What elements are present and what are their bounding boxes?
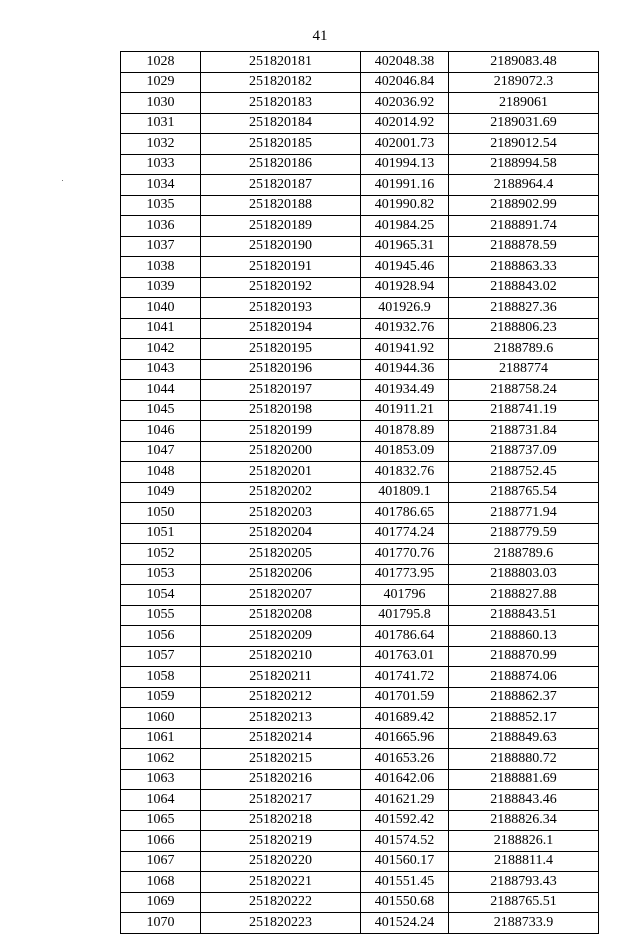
table-row: [121, 400, 599, 421]
table-row: [121, 421, 599, 442]
row-index-cell: 1030: [121, 93, 201, 114]
y-coordinate-cell: 2188741.19: [449, 400, 599, 421]
point-id-cell: 251820200: [201, 441, 361, 462]
row-index-cell: 1044: [121, 380, 201, 401]
x-coordinate-cell: 402014.92: [361, 113, 449, 134]
coordinates-table: [120, 51, 599, 934]
row-index-cell: 1046: [121, 421, 201, 442]
point-id-cell: 251820181: [201, 52, 361, 73]
row-index-cell: 1029: [121, 72, 201, 93]
y-coordinate-cell: 2188789.6: [449, 544, 599, 565]
point-id-cell: 251820211: [201, 667, 361, 688]
y-coordinate-cell: 2188827.36: [449, 298, 599, 319]
x-coordinate-cell: 401621.29: [361, 790, 449, 811]
point-id-cell: 251820221: [201, 872, 361, 893]
table-row: [121, 216, 599, 237]
scan-speck: [62, 180, 63, 181]
row-index-cell: 1047: [121, 441, 201, 462]
table-row: [121, 646, 599, 667]
point-id-cell: 251820191: [201, 257, 361, 278]
y-coordinate-cell: 2188964.4: [449, 175, 599, 196]
table-row: [121, 728, 599, 749]
point-id-cell: 251820217: [201, 790, 361, 811]
point-id-cell: 251820206: [201, 564, 361, 585]
point-id-cell: 251820183: [201, 93, 361, 114]
y-coordinate-cell: 2188843.46: [449, 790, 599, 811]
table-row: [121, 93, 599, 114]
point-id-cell: 251820193: [201, 298, 361, 319]
point-id-cell: 251820218: [201, 810, 361, 831]
row-index-cell: 1043: [121, 359, 201, 380]
x-coordinate-cell: 401934.49: [361, 380, 449, 401]
row-index-cell: 1063: [121, 769, 201, 790]
x-coordinate-cell: 402046.84: [361, 72, 449, 93]
point-id-cell: 251820199: [201, 421, 361, 442]
x-coordinate-cell: 401524.24: [361, 913, 449, 934]
x-coordinate-cell: 402036.92: [361, 93, 449, 114]
x-coordinate-cell: 401926.9: [361, 298, 449, 319]
y-coordinate-cell: 2188878.59: [449, 236, 599, 257]
y-coordinate-cell: 2188874.06: [449, 667, 599, 688]
y-coordinate-cell: 2188843.02: [449, 277, 599, 298]
y-coordinate-cell: 2188902.99: [449, 195, 599, 216]
row-index-cell: 1060: [121, 708, 201, 729]
y-coordinate-cell: 2188880.72: [449, 749, 599, 770]
x-coordinate-cell: 401741.72: [361, 667, 449, 688]
x-coordinate-cell: 401965.31: [361, 236, 449, 257]
table-row: [121, 318, 599, 339]
y-coordinate-cell: 2189031.69: [449, 113, 599, 134]
table-row: [121, 134, 599, 155]
point-id-cell: 251820196: [201, 359, 361, 380]
x-coordinate-cell: 401832.76: [361, 462, 449, 483]
point-id-cell: 251820213: [201, 708, 361, 729]
row-index-cell: 1028: [121, 52, 201, 73]
table-row: [121, 851, 599, 872]
y-coordinate-cell: 2189072.3: [449, 72, 599, 93]
y-coordinate-cell: 2188789.6: [449, 339, 599, 360]
table-row: [121, 175, 599, 196]
y-coordinate-cell: 2188849.63: [449, 728, 599, 749]
row-index-cell: 1057: [121, 646, 201, 667]
table-row: [121, 523, 599, 544]
x-coordinate-cell: 401574.52: [361, 831, 449, 852]
x-coordinate-cell: 401984.25: [361, 216, 449, 237]
row-index-cell: 1056: [121, 626, 201, 647]
row-index-cell: 1034: [121, 175, 201, 196]
x-coordinate-cell: 401990.82: [361, 195, 449, 216]
point-id-cell: 251820189: [201, 216, 361, 237]
row-index-cell: 1045: [121, 400, 201, 421]
point-id-cell: 251820201: [201, 462, 361, 483]
point-id-cell: 251820220: [201, 851, 361, 872]
row-index-cell: 1052: [121, 544, 201, 565]
x-coordinate-cell: 401809.1: [361, 482, 449, 503]
row-index-cell: 1048: [121, 462, 201, 483]
row-index-cell: 1069: [121, 892, 201, 913]
point-id-cell: 251820223: [201, 913, 361, 934]
table-row: [121, 441, 599, 462]
table-row: [121, 892, 599, 913]
y-coordinate-cell: 2188758.24: [449, 380, 599, 401]
table-row: [121, 72, 599, 93]
table-row: [121, 585, 599, 606]
x-coordinate-cell: 401665.96: [361, 728, 449, 749]
y-coordinate-cell: 2188811.4: [449, 851, 599, 872]
point-id-cell: 251820216: [201, 769, 361, 790]
row-index-cell: 1070: [121, 913, 201, 934]
y-coordinate-cell: 2188774: [449, 359, 599, 380]
x-coordinate-cell: 401941.92: [361, 339, 449, 360]
x-coordinate-cell: 401689.42: [361, 708, 449, 729]
x-coordinate-cell: 401592.42: [361, 810, 449, 831]
table-row: [121, 605, 599, 626]
y-coordinate-cell: 2188881.69: [449, 769, 599, 790]
x-coordinate-cell: 401551.45: [361, 872, 449, 893]
row-index-cell: 1058: [121, 667, 201, 688]
point-id-cell: 251820186: [201, 154, 361, 175]
table-row: [121, 564, 599, 585]
table-row: [121, 810, 599, 831]
row-index-cell: 1032: [121, 134, 201, 155]
row-index-cell: 1067: [121, 851, 201, 872]
point-id-cell: 251820208: [201, 605, 361, 626]
table-row: [121, 872, 599, 893]
y-coordinate-cell: 2188806.23: [449, 318, 599, 339]
y-coordinate-cell: 2188843.51: [449, 605, 599, 626]
x-coordinate-cell: 402001.73: [361, 134, 449, 155]
y-coordinate-cell: 2188870.99: [449, 646, 599, 667]
row-index-cell: 1064: [121, 790, 201, 811]
point-id-cell: 251820188: [201, 195, 361, 216]
table-row: [121, 257, 599, 278]
page-number: 41: [312, 28, 328, 44]
y-coordinate-cell: 2188862.37: [449, 687, 599, 708]
row-index-cell: 1051: [121, 523, 201, 544]
x-coordinate-cell: 401786.65: [361, 503, 449, 524]
row-index-cell: 1050: [121, 503, 201, 524]
point-id-cell: 251820212: [201, 687, 361, 708]
table-row: [121, 790, 599, 811]
table-row: [121, 277, 599, 298]
point-id-cell: 251820197: [201, 380, 361, 401]
point-id-cell: 251820202: [201, 482, 361, 503]
table-row: [121, 462, 599, 483]
point-id-cell: 251820184: [201, 113, 361, 134]
x-coordinate-cell: 401795.8: [361, 605, 449, 626]
point-id-cell: 251820205: [201, 544, 361, 565]
point-id-cell: 251820194: [201, 318, 361, 339]
table-row: [121, 708, 599, 729]
point-id-cell: 251820192: [201, 277, 361, 298]
row-index-cell: 1059: [121, 687, 201, 708]
y-coordinate-cell: 2189083.48: [449, 52, 599, 73]
point-id-cell: 251820215: [201, 749, 361, 770]
table-row: [121, 749, 599, 770]
x-coordinate-cell: 401911.21: [361, 400, 449, 421]
point-id-cell: 251820209: [201, 626, 361, 647]
table-row: [121, 380, 599, 401]
y-coordinate-cell: 2189012.54: [449, 134, 599, 155]
row-index-cell: 1049: [121, 482, 201, 503]
table-row: [121, 769, 599, 790]
row-index-cell: 1061: [121, 728, 201, 749]
y-coordinate-cell: 2189061: [449, 93, 599, 114]
point-id-cell: 251820187: [201, 175, 361, 196]
row-index-cell: 1066: [121, 831, 201, 852]
row-index-cell: 1037: [121, 236, 201, 257]
y-coordinate-cell: 2188752.45: [449, 462, 599, 483]
point-id-cell: 251820195: [201, 339, 361, 360]
row-index-cell: 1062: [121, 749, 201, 770]
y-coordinate-cell: 2188827.88: [449, 585, 599, 606]
row-index-cell: 1035: [121, 195, 201, 216]
point-id-cell: 251820210: [201, 646, 361, 667]
row-index-cell: 1068: [121, 872, 201, 893]
x-coordinate-cell: 401701.59: [361, 687, 449, 708]
point-id-cell: 251820222: [201, 892, 361, 913]
x-coordinate-cell: 401944.36: [361, 359, 449, 380]
row-index-cell: 1031: [121, 113, 201, 134]
row-index-cell: 1040: [121, 298, 201, 319]
y-coordinate-cell: 2188765.51: [449, 892, 599, 913]
table-row: [121, 544, 599, 565]
row-index-cell: 1041: [121, 318, 201, 339]
x-coordinate-cell: 402048.38: [361, 52, 449, 73]
y-coordinate-cell: 2188863.33: [449, 257, 599, 278]
point-id-cell: 251820219: [201, 831, 361, 852]
x-coordinate-cell: 401932.76: [361, 318, 449, 339]
row-index-cell: 1033: [121, 154, 201, 175]
table-row: [121, 236, 599, 257]
row-index-cell: 1038: [121, 257, 201, 278]
table-body: [121, 52, 599, 934]
x-coordinate-cell: 401991.16: [361, 175, 449, 196]
y-coordinate-cell: 2188852.17: [449, 708, 599, 729]
row-index-cell: 1055: [121, 605, 201, 626]
x-coordinate-cell: 401560.17: [361, 851, 449, 872]
table-row: [121, 482, 599, 503]
x-coordinate-cell: 401928.94: [361, 277, 449, 298]
y-coordinate-cell: 2188803.03: [449, 564, 599, 585]
table-row: [121, 339, 599, 360]
row-index-cell: 1036: [121, 216, 201, 237]
table-row: [121, 831, 599, 852]
row-index-cell: 1042: [121, 339, 201, 360]
point-id-cell: 251820207: [201, 585, 361, 606]
table-row: [121, 626, 599, 647]
table-row: [121, 52, 599, 73]
x-coordinate-cell: 401994.13: [361, 154, 449, 175]
table-row: [121, 154, 599, 175]
y-coordinate-cell: 2188737.09: [449, 441, 599, 462]
y-coordinate-cell: 2188826.34: [449, 810, 599, 831]
x-coordinate-cell: 401763.01: [361, 646, 449, 667]
point-id-cell: 251820214: [201, 728, 361, 749]
x-coordinate-cell: 401773.95: [361, 564, 449, 585]
point-id-cell: 251820185: [201, 134, 361, 155]
x-coordinate-cell: 401853.09: [361, 441, 449, 462]
y-coordinate-cell: 2188779.59: [449, 523, 599, 544]
table-row: [121, 359, 599, 380]
x-coordinate-cell: 401770.76: [361, 544, 449, 565]
x-coordinate-cell: 401642.06: [361, 769, 449, 790]
x-coordinate-cell: 401550.68: [361, 892, 449, 913]
y-coordinate-cell: 2188891.74: [449, 216, 599, 237]
table-row: [121, 298, 599, 319]
point-id-cell: 251820182: [201, 72, 361, 93]
x-coordinate-cell: 401945.46: [361, 257, 449, 278]
table-row: [121, 687, 599, 708]
y-coordinate-cell: 2188860.13: [449, 626, 599, 647]
row-index-cell: 1054: [121, 585, 201, 606]
x-coordinate-cell: 401878.89: [361, 421, 449, 442]
point-id-cell: 251820203: [201, 503, 361, 524]
point-id-cell: 251820190: [201, 236, 361, 257]
table-row: [121, 667, 599, 688]
y-coordinate-cell: 2188826.1: [449, 831, 599, 852]
point-id-cell: 251820198: [201, 400, 361, 421]
row-index-cell: 1065: [121, 810, 201, 831]
y-coordinate-cell: 2188994.58: [449, 154, 599, 175]
table-row: [121, 503, 599, 524]
x-coordinate-cell: 401774.24: [361, 523, 449, 544]
y-coordinate-cell: 2188771.94: [449, 503, 599, 524]
y-coordinate-cell: 2188733.9: [449, 913, 599, 934]
point-id-cell: 251820204: [201, 523, 361, 544]
table-row: [121, 113, 599, 134]
row-index-cell: 1039: [121, 277, 201, 298]
row-index-cell: 1053: [121, 564, 201, 585]
y-coordinate-cell: 2188793.43: [449, 872, 599, 893]
table-row: [121, 913, 599, 934]
y-coordinate-cell: 2188731.84: [449, 421, 599, 442]
table-row: [121, 195, 599, 216]
x-coordinate-cell: 401653.26: [361, 749, 449, 770]
x-coordinate-cell: 401786.64: [361, 626, 449, 647]
y-coordinate-cell: 2188765.54: [449, 482, 599, 503]
x-coordinate-cell: 401796: [361, 585, 449, 606]
